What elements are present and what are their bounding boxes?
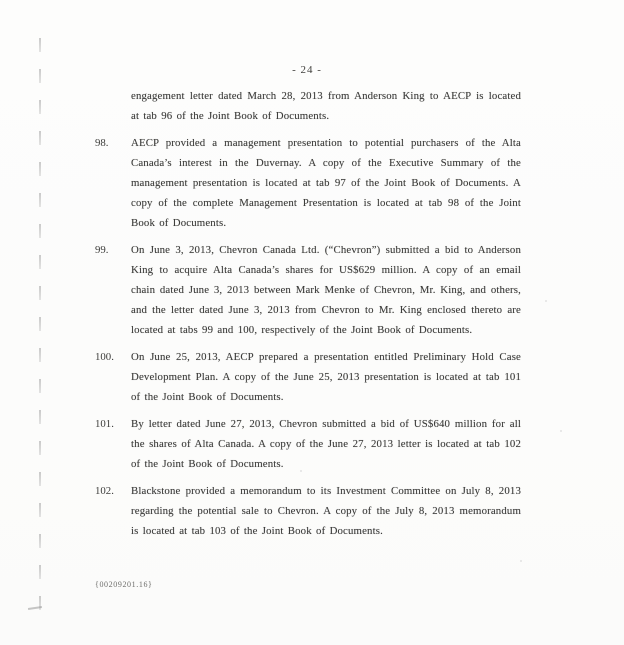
paragraph-number bbox=[95, 86, 131, 126]
scan-speckle bbox=[520, 560, 522, 562]
paragraph-number: 99. bbox=[95, 244, 109, 256]
paragraph-number: 101. bbox=[95, 418, 114, 430]
paragraph-text: By letter dated June 27, 2013, Chevron submitted a bid of US$640 million for all the shares of Alta Canada. A copy of the June 27, 2013 letter is located at tab 102 of the Joint Book of Documents. bbox=[131, 418, 521, 470]
paragraph-100 bbox=[95, 347, 521, 407]
paragraph-101 bbox=[95, 414, 521, 474]
paragraph-number: 100. bbox=[95, 351, 114, 363]
paragraph-99 bbox=[95, 240, 521, 340]
paragraph-text: AECP provided a management presentation to potential purchasers of the Alta Canada’s interest in the Duvernay. A copy of the Executive Summary of the management presentation is located at tab 97 of the Joint Book of Documents. A copy of the complete Management Presentation is located at tab 98 of the Joint Book of Documents. bbox=[131, 137, 521, 229]
paragraph-text: On June 25, 2013, AECP prepared a presentation entitled Preliminary Hold Case Development Plan. A copy of the June 25, 2013 presentation is located at tab 101 of the Joint Book of Documents. bbox=[131, 351, 521, 403]
page-number: - 24 - bbox=[292, 64, 322, 76]
paragraph-continuation bbox=[95, 86, 521, 126]
paragraph-98 bbox=[95, 133, 521, 233]
paragraph-text: Blackstone provided a memorandum to its Investment Committee on July 8, 2013 regarding the potential sale to Chevron. A copy of the July 8, 2013 memorandum is located at tab 103 of the Joint Book of Documents. bbox=[131, 485, 521, 537]
paragraph-number: 98. bbox=[95, 137, 109, 149]
binding-artifact-line bbox=[39, 38, 41, 613]
scan-speckle bbox=[560, 430, 562, 432]
document-body bbox=[95, 86, 521, 548]
paragraph-102 bbox=[95, 481, 521, 541]
scan-speckle bbox=[545, 300, 547, 302]
paragraph-text: engagement letter dated March 28, 2013 from Anderson King to AECP is located at tab 96 of the Joint Book of Documents. bbox=[131, 90, 521, 122]
document-control-number: {00209201.16} bbox=[95, 580, 153, 589]
paragraph-text: On June 3, 2013, Chevron Canada Ltd. (“Chevron”) submitted a bid to Anderson King to acquire Alta Canada’s shares for US$629 million. A copy of an email chain dated June 3, 2013 between Mark Menke of Chevron, Mr. King, and others, and the letter dated June 3, 2013 from Chevron to Mr. King enclosed thereto are located at tabs 99 and 100, respectively of the Joint Book of Documents. bbox=[131, 244, 521, 336]
paragraph-number: 102. bbox=[95, 485, 114, 497]
